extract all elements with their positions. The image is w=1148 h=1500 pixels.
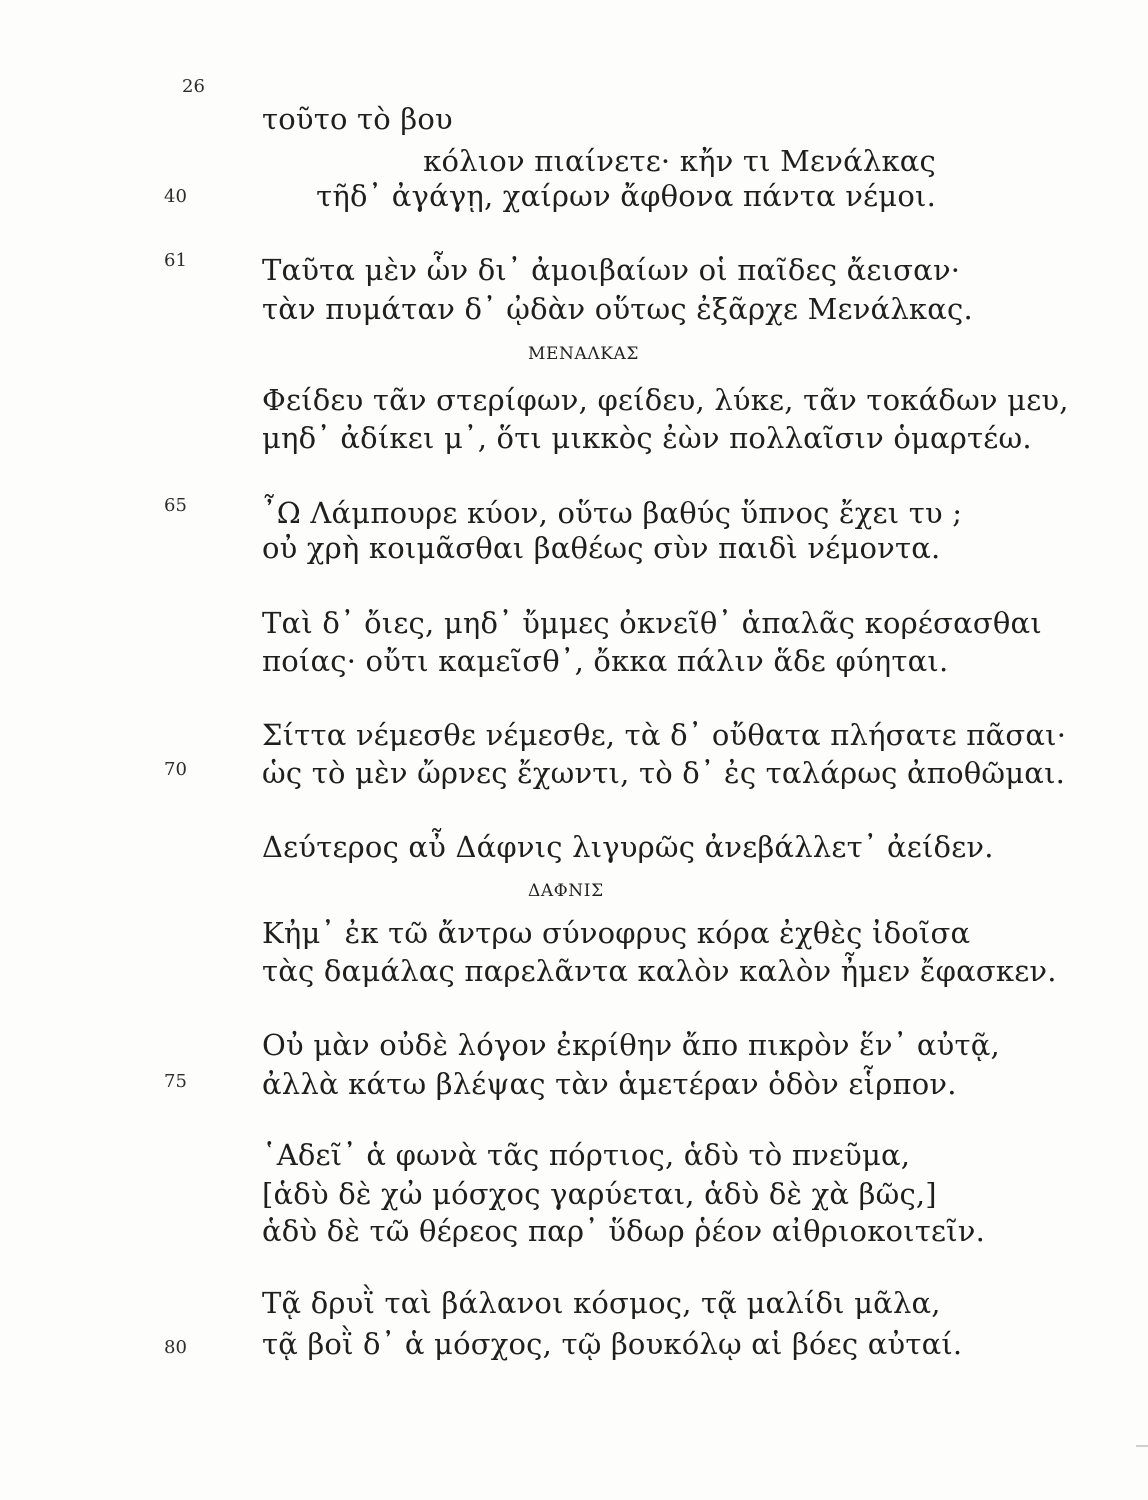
- verse-line-3: τῆδ᾽ ἀγάγῃ, χαίρων ἄφθονα πάντα νέμοι.: [316, 179, 936, 213]
- verse-line-6: Φείδευ τᾶν στερίφων, φείδευ, λύκε, τᾶν τοκάδων μευ,: [262, 383, 1069, 417]
- verse-line-19: ῾Αδεῖ᾽ ἁ φωνὰ τᾶς πόρτιος, ἁδὺ τὸ πνεῦμα,: [262, 1138, 911, 1172]
- verse-line-7: μηδ᾽ ἀδίκει μ᾽, ὅτι μικκὸς ἐὼν πολλαῖσιν ὁμαρτέω.: [262, 421, 1032, 455]
- verse-line-13: ὡς τὸ μὲν ὤρνες ἔχωντι, τὸ δ᾽ ἐς ταλάρως ἀποθῶμαι.: [262, 756, 1066, 790]
- verse-line-16: τὰς δαμάλας παρελᾶντα καλὸν καλὸν ἦμεν ἔφασκεν.: [262, 954, 1057, 988]
- verse-line-12: Σίττα νέμεσθε νέμεσθε, τὰ δ᾽ οὔθατα πλήσατε πᾶσαι·: [262, 718, 1067, 752]
- line-number-80: 80: [164, 1337, 187, 1358]
- line-number-40: 40: [164, 186, 187, 207]
- page-edge-mark: [1136, 1445, 1148, 1447]
- speaker-menalkas: ΜΕΝΑΛΚΑΣ: [528, 344, 640, 364]
- verse-line-21: ἁδὺ δὲ τῶ θέρεος παρ᾽ ὕδωρ ῥέον αἰθριοκοιτεῖν.: [262, 1214, 986, 1248]
- line-number-75: 75: [164, 1071, 187, 1092]
- verse-line-22: Τᾷ δρυῒ ταὶ βάλανοι κόσμος, τᾷ μαλίδι μᾶλα,: [262, 1286, 941, 1320]
- verse-line-20: [ἁδὺ δὲ χὠ μόσχος γαρύεται, ἁδὺ δὲ χὰ βῶς,]: [262, 1177, 937, 1211]
- verse-line-15: Κἠμ᾽ ἐκ τῶ ἄντρω σύνοφρυς κόρα ἐχθὲς ἰδοῖσα: [262, 916, 971, 950]
- verse-line-17: Οὐ μὰν οὐδὲ λόγον ἐκρίθην ἄπο πικρὸν ἕν᾽ αὐτᾷ,: [262, 1028, 1000, 1062]
- verse-line-2: κόλιον πιαίνετε· κἤν τι Μενάλκας: [423, 144, 936, 178]
- verse-line-9: οὐ χρὴ κοιμᾶσθαι βαθέως σὺν παιδὶ νέμοντα.: [262, 531, 941, 565]
- verse-line-1: τοῦτο τὸ βου: [262, 102, 453, 136]
- verse-line-5: τὰν πυμάταν δ᾽ ᾠδὰν οὕτως ἐξᾶρχε Μενάλκας.: [262, 292, 973, 326]
- verse-line-18: ἀλλὰ κάτω βλέψας τὰν ἁμετέραν ὁδὸν εἷρπον.: [262, 1067, 957, 1101]
- verse-line-10: Ταὶ δ᾽ ὄιες, μηδ᾽ ὔμμες ὀκνεῖθ᾽ ἁπαλᾶς κορέσασθαι: [262, 606, 1042, 640]
- line-number-65: 65: [164, 495, 187, 516]
- verse-line-4: Ταῦτα μὲν ὧν δι᾽ ἀμοιβαίων οἱ παῖδες ἄεισαν·: [262, 253, 961, 287]
- verse-line-23: τᾷ βοῒ δ᾽ ἁ μόσχος, τῷ βουκόλῳ αἱ βόες αὐταί.: [262, 1327, 963, 1361]
- page-number: 26: [182, 76, 205, 97]
- verse-line-8: ῏Ω Λάμπουρε κύον, οὕτω βαθύς ὕπνος ἔχει τυ ;: [262, 496, 963, 530]
- speaker-daphnis: ΔΑΦΝΙΣ: [528, 881, 604, 901]
- line-number-61: 61: [164, 250, 187, 271]
- verse-line-14: Δεύτερος αὖ Δάφνις λιγυρῶς ἀνεβάλλετ᾽ ἀείδεν.: [262, 830, 994, 864]
- verse-line-11: ποίας· οὔτι καμεῖσθ᾽, ὄκκα πάλιν ἅδε φύηται.: [262, 644, 949, 678]
- line-number-70: 70: [164, 759, 187, 780]
